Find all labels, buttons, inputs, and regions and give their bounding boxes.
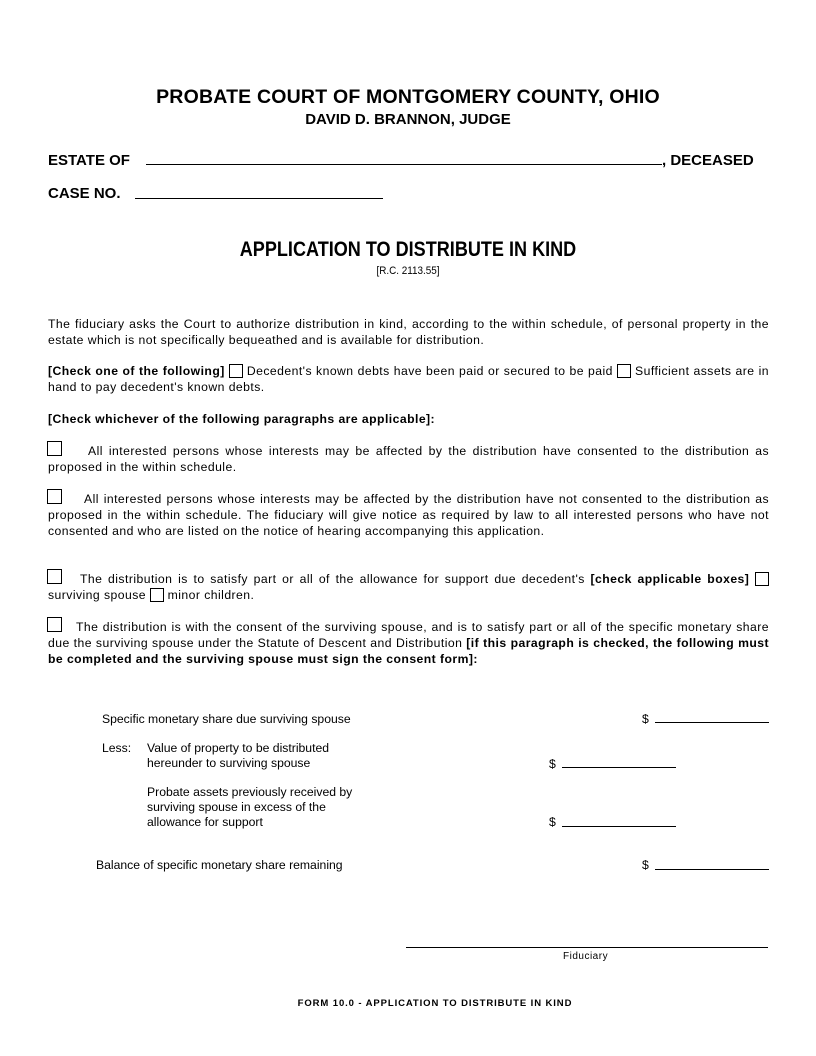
case-number-field[interactable]: [135, 198, 383, 199]
balance-dollar: $: [642, 858, 649, 872]
fiduciary-signature-line[interactable]: [406, 947, 768, 948]
allowance-text: The distribution is to satisfy part or all of the allowance for support due decedent's: [80, 572, 585, 586]
spouse-consent-paragraph: [48, 619, 769, 667]
estate-label: ESTATE OF: [48, 152, 130, 169]
form-title: APPLICATION TO DISTRIBUTE IN KIND: [239, 238, 577, 261]
sufficient-assets-label: Sufficient assets are in hand to pay decedent's known debts.: [48, 364, 769, 394]
minor-children-label: minor children.: [167, 588, 255, 602]
value-property-dollar: $: [549, 757, 556, 771]
case-number-label: CASE NO.: [48, 185, 121, 202]
consented-paragraph: All interested persons whose interests may be affected by the distribution have consented to the distribution as proposed in the within schedule.: [48, 444, 769, 474]
value-property-line1: Value of property to be distributed: [147, 741, 330, 755]
less-label: Less:: [102, 741, 132, 755]
probate-assets-line1: Probate assets previously received by: [147, 785, 353, 799]
probate-assets-amount-field[interactable]: [562, 826, 676, 827]
form-footer: FORM 10.0 - APPLICATION TO DISTRIBUTE IN KIND: [297, 998, 573, 1009]
sufficient-assets-checkbox[interactable]: [617, 364, 631, 378]
spouse-consent-instruction: [if this paragraph is checked, the following must be completed and the surviving spouse must sign the consent form]:: [48, 636, 769, 666]
allowance-paragraph: [48, 571, 769, 603]
intro-paragraph: The fiduciary asks the Court to authorize distribution in kind, according to the within schedule, of personal property in the estate which is not specifically bequeathed and is available for distribution.: [48, 317, 769, 347]
fiduciary-label: Fiduciary: [563, 951, 609, 962]
debts-paid-label: Decedent's known debts have been paid or secured to be paid: [246, 364, 613, 378]
estate-name-field[interactable]: [146, 164, 662, 165]
statute-reference: [R.C. 2113.55]: [376, 265, 440, 277]
court-name: PROBATE COURT OF MONTGOMERY COUNTY, OHIO: [156, 86, 660, 108]
specific-share-amount-field[interactable]: [655, 722, 769, 723]
debts-paid-checkbox[interactable]: [229, 364, 243, 378]
probate-assets-dollar: $: [549, 815, 556, 829]
check-one-paragraph: [48, 363, 769, 395]
check-one-label: [Check one of the following]: [48, 364, 225, 378]
value-property-amount-field[interactable]: [562, 767, 676, 768]
check-applicable-boxes-label: [check applicable boxes]: [590, 572, 750, 586]
value-property-line2: hereunder to surviving spouse: [147, 756, 311, 770]
not-consented-paragraph: All interested persons whose interests may be affected by the distribution have not consented to the distribution as proposed in the within schedule. The fiduciary will give notice as required by law to all interested persons who have not consented and who are listed on the notice of hearing accompanying this application.: [48, 492, 769, 538]
spouse-consent-text: The distribution is with the consent of the surviving spouse, and is to satisfy part or all of the specific monetary share due the surviving spouse under the Statute of Descent and Distribution: [48, 620, 769, 650]
check-whichever-label: [Check whichever of the following paragraphs are applicable]:: [48, 412, 436, 426]
balance-amount-field[interactable]: [655, 869, 769, 870]
probate-assets-line3: allowance for support: [147, 815, 263, 829]
surviving-spouse-checkbox[interactable]: [755, 572, 769, 586]
specific-share-dollar: $: [642, 712, 649, 726]
specific-share-label: Specific monetary share due surviving spouse: [102, 712, 351, 726]
deceased-label: , DECEASED: [662, 152, 754, 169]
probate-assets-line2: surviving spouse in excess of the: [147, 800, 326, 814]
judge-name: DAVID D. BRANNON, JUDGE: [305, 111, 511, 128]
surviving-spouse-label: surviving spouse: [48, 588, 146, 602]
minor-children-checkbox[interactable]: [150, 588, 164, 602]
balance-label: Balance of specific monetary share remaining: [96, 858, 343, 872]
